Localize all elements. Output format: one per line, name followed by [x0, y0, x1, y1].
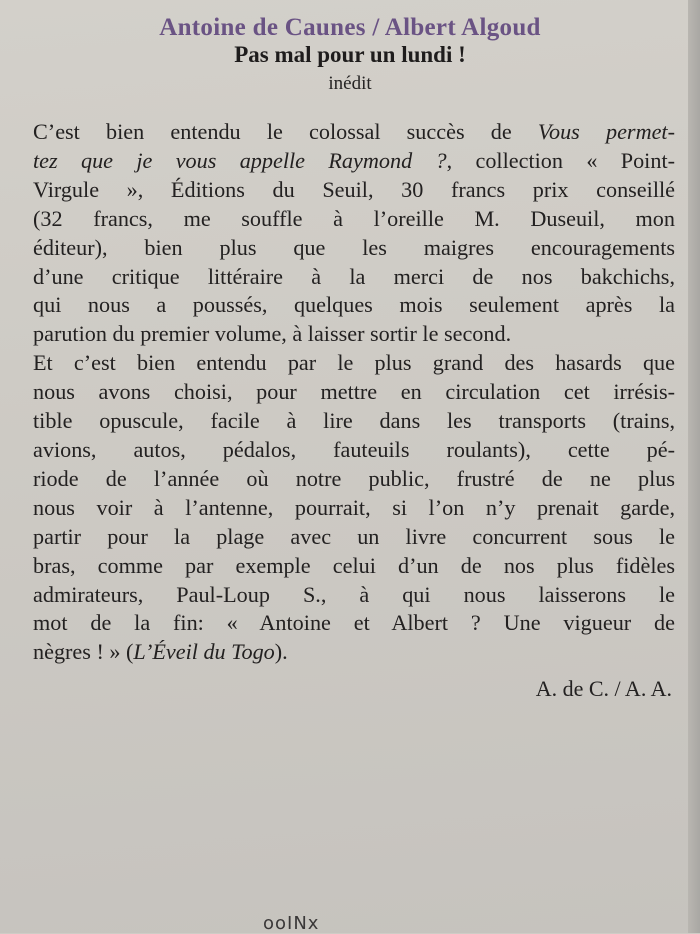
text-line: riode de l’année où notre public, frustré de ne plus — [33, 465, 675, 491]
text-line: d’une critique littéraire à la merci de nos bakchichs, — [33, 263, 675, 289]
publisher-logo: ooINx — [263, 913, 320, 934]
text-line: partir pour la plage avec un livre concurrent sous le — [33, 523, 675, 549]
text-line: admirateurs, Paul-Loup S., à qui nous laisserons le — [33, 581, 675, 607]
text-line: parution du premier volume, à laisser sortir le second. — [33, 321, 512, 347]
text-line: Et c’est bien entendu par le plus grand des hasards que — [33, 350, 675, 376]
text-line: avions, autos, pédalos, fauteuils roulants), cette pé- — [33, 436, 675, 462]
text-line: (32 francs, me souffle à l’oreille M. Duseuil, mon — [33, 205, 675, 231]
text-line: nous avons choisi, pour mettre en circulation cet irrésis- — [33, 379, 675, 405]
text-line: Virgule », Éditions du Seuil, 30 francs prix conseillé — [33, 176, 675, 202]
page-title: Pas mal pour un lundi ! — [234, 42, 466, 67]
text-line: nègres ! » (L’Éveil du Togo). — [33, 639, 288, 665]
text-line: tez que je vous appelle Raymond ?, collection « Point- — [33, 147, 675, 173]
text-line: qui nous a poussés, quelques mois seulement après la — [33, 292, 675, 318]
authors-heading: Antoine de Caunes / Albert Algoud — [159, 14, 541, 41]
text-line: mot de la fin: « Antoine et Albert ? Une vigueur de — [33, 610, 675, 636]
body-text — [33, 118, 675, 667]
text-line: C’est bien entendu le colossal succès de Vous permet- — [33, 119, 675, 144]
subtitle: inédit — [328, 73, 372, 94]
text-line: nous voir à l’antenne, pourrait, si l’on n’y prenait garde, — [33, 494, 675, 520]
text-line: tible opuscule, facile à lire dans les transports (trains, — [33, 408, 675, 434]
text-line: éditeur), bien plus que les maigres encouragements — [33, 234, 675, 260]
text-line: bras, comme par exemple celui d’un de nos plus fidèles — [33, 552, 675, 578]
page-edge — [688, 0, 700, 933]
signature: A. de C. / A. A. — [535, 676, 672, 701]
